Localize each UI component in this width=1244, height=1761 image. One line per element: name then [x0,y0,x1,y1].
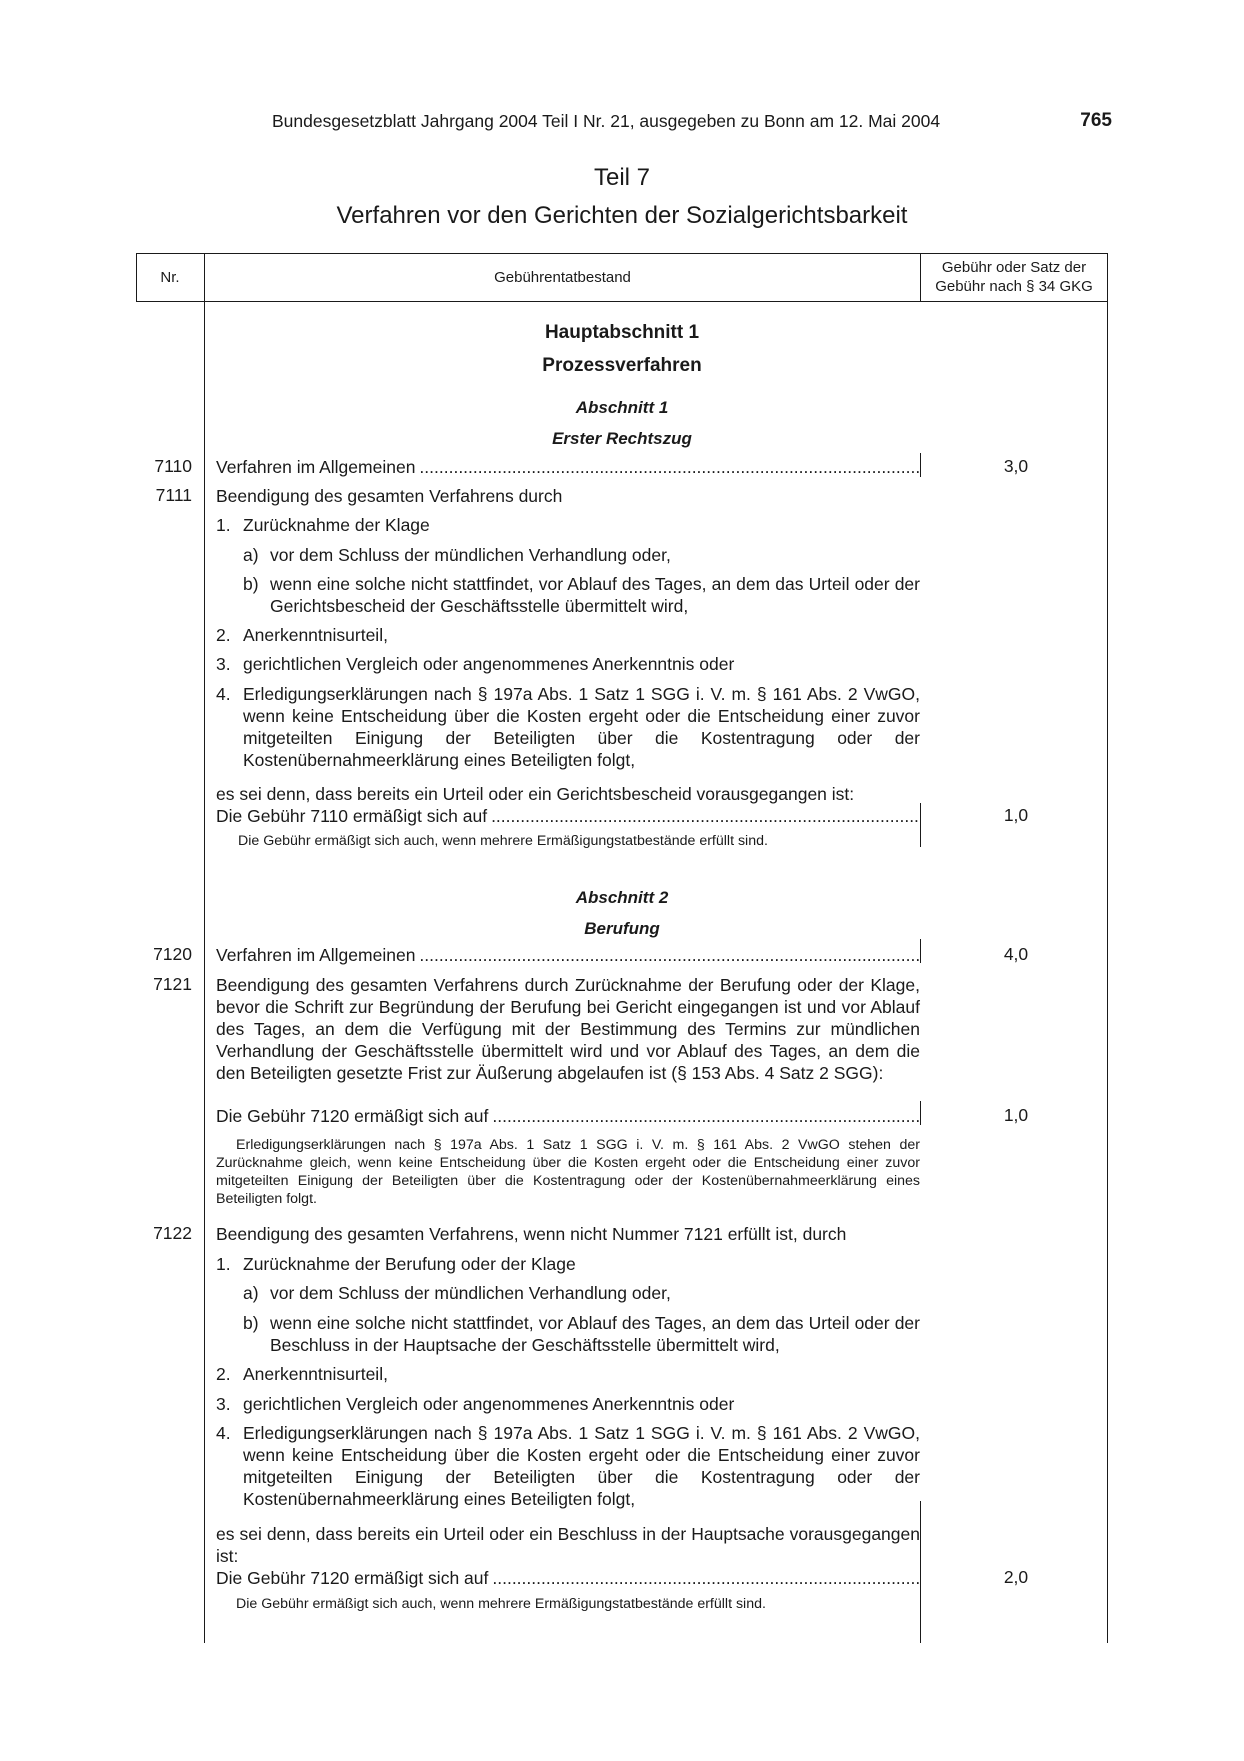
table-divider-fee-7111 [920,803,921,847]
row-7121-reduce: Die Gebühr 7120 ermäßigt sich auf ..... [216,1105,920,1127]
hauptabschnitt-label: Hauptabschnitt 1 [544,322,700,343]
row-7110-nr: 7110 [154,456,192,476]
row-7111-fee: 1,0 [1003,805,1029,825]
table-divider-fee-7110 [920,453,921,477]
row-7111-note: Die Gebühr ermäßigt sich auch, wenn mehrere Ermäßigungstatbestände erfüllt sind. [238,833,768,849]
row-7111-unless: es sei denn, dass bereits ein Urteil oder ein Gerichtsbescheid vorausgegangen ist: [216,784,855,804]
table-header-rule [136,301,1108,302]
row-7121-nr: 7121 [153,974,192,994]
row-7122-unless: es sei denn, dass bereits ein Urteil oder ein Beschluss in der Hauptsache vorausgegangen ist: [216,1524,920,1566]
row-7111-intro: Beendigung des gesamten Verfahrens durch [216,486,563,506]
part-label: Teil 7 [593,164,651,191]
part-title: Verfahren vor den Gerichten der Sozialgerichtsbarkeit [336,202,908,229]
row-7110-text: Verfahren im Allgemeinen ..... [216,456,920,478]
row-7122-reduce: Die Gebühr 7120 ermäßigt sich auf ..... [216,1567,920,1589]
row-7120-nr: 7120 [153,944,192,964]
table-divider-nr [204,253,205,1643]
row-7110-fee: 3,0 [1003,456,1029,476]
table-divider-fee-7120 [920,939,921,963]
column-header-nr: Nr. [160,268,180,286]
row-7121-fee: 1,0 [1003,1105,1029,1125]
abschnitt-1-label: Abschnitt 1 [575,398,669,417]
row-7111-nr: 7111 [155,485,192,505]
abschnitt-1-title: Erster Rechtszug [552,429,692,448]
row-7122-fee: 2,0 [1003,1567,1029,1587]
row-7121-text: Beendigung des gesamten Verfahrens durch Zurücknahme der Berufung oder der Klage, bevor die Schrift zur Begründung der Berufung bei Gericht eingegangen ist und vor Ablauf des Tages, an dem die Verfügung mit der Bestimmung des Termins zur mündlichen Verhandlung der Geschäftsstelle übermittelt wird und vor Ablauf des Tages, an dem die den Beteiligten gesetzte Frist zur Äußerung abgelaufen ist (§ 153 Abs. 4 Satz 2 SGG): [216,975,920,1083]
row-7122-intro: Beendigung des gesamten Verfahrens, wenn nicht Nummer 7121 erfüllt ist, durch [216,1224,847,1244]
running-head [272,111,1112,137]
abschnitt-2-label: Abschnitt 2 [575,888,669,907]
hauptabschnitt-title: Prozessverfahren [542,355,702,376]
row-7121-note: Erledigungserklärungen nach § 197a Abs. 1 Satz 1 SGG i. V. m. § 161 Abs. 2 VwGO stehen der Zurücknahme gleich, wenn keine Entscheidung über die Kosten ergeht oder die Entscheidung einer zuvor mitgeteilten Einigung der Beteiligten über die Kostentragung oder der Kostenübernahmeerklärung eines Beteiligten folgt. [216,1137,920,1207]
column-header-tatbestand: Gebührentatbestand [494,268,631,286]
fee-table: Nr. Gebührentatbestand Gebühr oder Satz der Gebühr nach § 34 GKG Hauptabschnitt 1 Prozessverfahren Abschnitt 1 Erster Rechtszug 7110 Verfahren im Allgemeinen ..... 3,0 7111 Beendigung des gesamten Verfahrens durch 1. Zurücknahme der Klage a) vor dem Schluss der mündlichen Verhandlung oder, b) wenn eine solche nicht stattfindet, vor Ablauf des Tages, an dem das Urteil oder der Gerichtsbescheid der Geschäftsstelle übermittelt wird, 2. Anerkenntnisurteil, 3. gerichtlichen Vergleich oder angenommenes Anerkenntnis oder 4. Erledigungserklärungen nach § 197a Abs. 1 Satz 1 SGG i. V. m. § 161 Abs. 2 VwGO, wenn keine Entscheidung über die Kosten ergeht oder die Entscheidung einer zuvor mitgeteilten Einigung der Beteiligten über die Kostentragung oder der Kostenübernahmeerklärung eines Beteiligten folgt, es sei denn, dass bereits ein Urteil oder ein Gerichtsbescheid vorausgegangen ist: Die Gebühr 7110 ermäßigt sich auf ..... 1,0 Die Gebühr ermäßigt sich auch, wenn mehrere Ermäßigungstatbestände erfüllt sind. Abschnitt 2 Berufung 7120 Verfahren im Allgemeinen ..... 4,0 7121 Beendigung des gesamten Verfahrens durch Zurücknahme der Berufung oder der Klage, bevor die Schrift zur Begründung der Berufung bei Gericht eingegangen ist und vor Ablauf des Tages, an dem die Verfügung mit der Bestimmung des Termins zur mündlichen Verhandlung der Geschäftsstelle übermittelt wird und vor Ablauf des Tages, an dem die den Beteiligten gesetzte Frist zur Äußerung abgelaufen ist (§ 153 Abs. 4 Satz 2 SGG): Die Gebühr 7120 ermäßigt sich auf ..... 1,0 Erledigungserklärungen nach § 197a Abs. 1 Satz 1 SGG i. V. m. § 161 Abs. 2 VwGO stehen der Zurücknahme gleich, wenn keine Entscheidung über die Kosten ergeht oder die Entscheidung einer zuvor mitgeteilten Einigung der Beteiligten über die Kostentragung oder der Kostenübernahmeerklärung eines Beteiligten folgt. 7122 Beendigung des gesamten Verfahrens, wenn nicht Nummer 7121 erfüllt ist, durch 1. Zurücknahme der Berufung oder der Klage a) vor dem Schluss der mündlichen Verhandlung oder, b) wenn eine solche nicht stattfindet, vor Ablauf des Tages, an dem das Urteil oder der Beschluss in der Hauptsache der Geschäftsstelle übermittelt wird, 2. Anerkenntnisurteil, 3. gerichtlichen Vergleich oder angenommenes Anerkenntnis oder 4. Erledigungserklärungen nach § 197a Abs. 1 Satz 1 SGG i. V. m. § 161 Abs. 2 VwGO, wenn keine Entscheidung über die Kosten ergeht oder die Entscheidung einer zuvor mitgeteilten Einigung der Beteiligten über die Kostentragung oder der Kostenübernahmeerklärung eines Beteiligten folgt, es sei denn, dass bereits ein Urteil oder ein Beschluss in der Hauptsache vorausgegangen ist: Die Gebühr 7120 ermäßigt sich auf ..... 2,0 Die Gebühr ermäßigt sich auch, wenn mehrere Ermäßigungstatbestände erfüllt sind. [136,253,1108,1643]
row-7120-fee: 4,0 [1003,944,1029,964]
table-divider-fee-7122 [920,1501,921,1643]
column-header-gebuehr: Gebühr oder Satz der Gebühr nach § 34 GKG [935,259,1093,295]
abschnitt-2-title: Berufung [584,919,660,938]
row-7111-reduce: Die Gebühr 7110 ermäßigt sich auf ..... [216,805,920,827]
row-7122-nr: 7122 [153,1223,192,1243]
table-divider-fee-7121 [920,1101,921,1125]
running-head-text: Bundesgesetzblatt Jahrgang 2004 Teil I Nr. 21, ausgegeben zu Bonn am 12. Mai 2004 [272,111,941,131]
row-7120-text: Verfahren im Allgemeinen ..... [216,944,920,966]
page-number: 765 [1080,110,1112,131]
row-7122-note: Die Gebühr ermäßigt sich auch, wenn mehrere Ermäßigungstatbestände erfüllt sind. [236,1596,766,1612]
